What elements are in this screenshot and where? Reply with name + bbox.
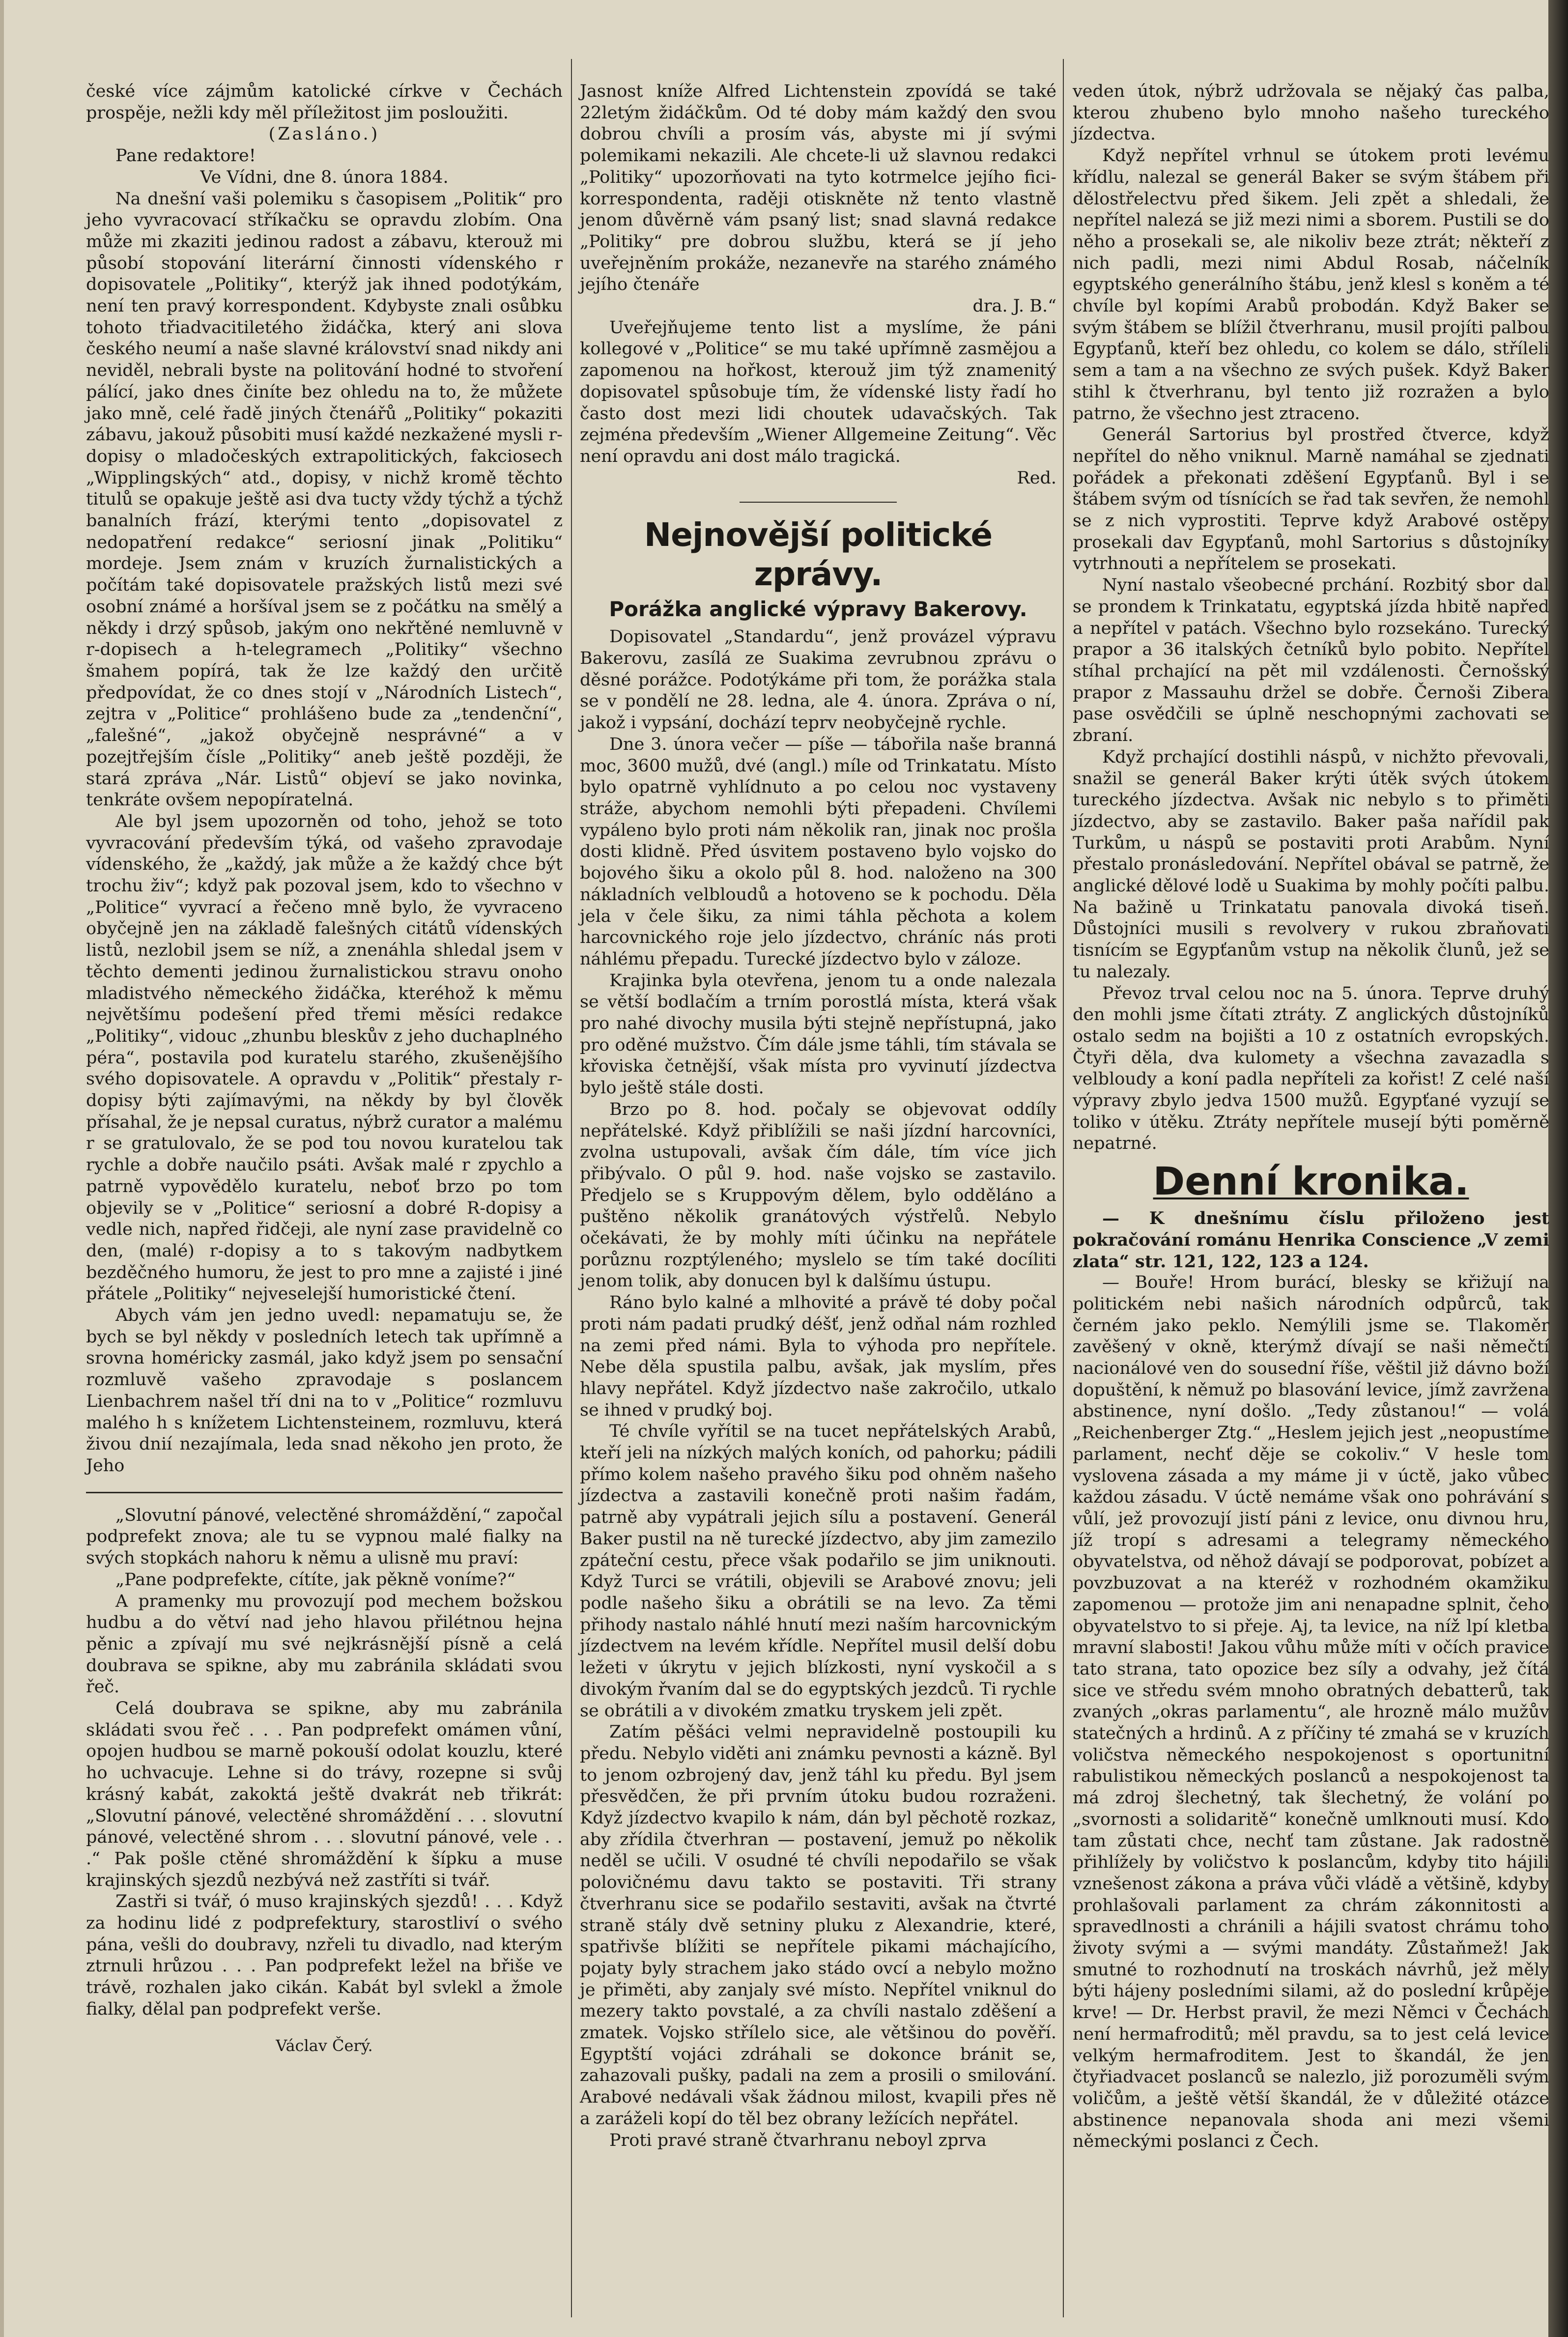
paragraph: A pramenky mu provozují pod mechem božskou hudbu a do větví nad jeho hlavou přilétnou hejna pěnic a zpívají mu své nejkrásnější písně a celá doubrava se spikne, aby mu zabránila skládati svou řeč.	[86, 1591, 563, 1697]
paragraph: Krajinka byla otevřena, jenom tu a onde nalezala se větší bodlačím a trním porostlá místa, která však pro nahé divochy musila býti stejně nepřístupná, jako pro oděné mužstvo. Čím dále jsme táhli, tím stávala se křoviska četnější, však místa pro vyvinutí jízdectva bylo ještě stále dosti.	[580, 970, 1056, 1098]
section-heading: Denní kronika.	[1153, 1160, 1469, 1204]
paragraph: Proti pravé straně čtvarhranu neboyl zprva	[609, 2130, 987, 2150]
paragraph: Nyní nastalo všeobecné prchání. Rozbitý sbor dal se prondem k Trinkatatu, egyptská jízda hbitě napřed a nepřítel v patách. Všechno bylo rozsekáno. Turecký prapor a 36 italských četníků bylo pobito. Nepřítel stíhal prchající na pět mil vzdálenosti. Černošský prapor z Massauhu držel se dobře. Černoši Zibera pase osvědčili se úplně neschopnými zachovati se zbraní.	[1073, 575, 1549, 746]
paragraph: „Slovutní pánové, velectěné shromáždění,“ započal podprefekt znova; ale tu se vypnou malé fialky na svých stopkách nahoru k němu a ulisně mu praví:	[86, 1505, 563, 1568]
section-label: (Zasláno.)	[268, 124, 380, 144]
page-binding-edge	[1548, 0, 1568, 2337]
column-rule	[571, 59, 572, 2317]
paragraph: Celá doubrava se spikne, aby mu zabránila skládati svou řeč . . . Pan podprefekt omámen vůní, opojen hudbou se marně pokouší odolat kouzlu, které ho uchvacuje. Lehne si do trávy, rozepne si svůj krásný kabát, zakoktá ještě dvakrát neb třikrát: „Slovutní pánové, velectěné shromáždění . . . slovutní pánové, velectěné shrom . . . slovutní pánové, vele . . .“ Pak pošle ctěné shromáždění k šípku a muse krajinských sjezdů nezbývá než zastříti si tvář.	[86, 1699, 563, 1890]
paragraph: Ráno bylo kalné a mlhovité a právě té doby počal proti nám padati prudký déšť, jenž odňal nám rozhled na zemi před námi. Byla to výhoda pro nepřítele. Nebe děla spustila palbu, avšak, jak myslím, přes hlavy nepřátel. Když jízdectvo naše zakročilo, utkalo se ihned v prudký boj.	[580, 1293, 1056, 1420]
section-divider	[740, 502, 897, 503]
paragraph: Zastři si tvář, ó muso krajinských sjezdů! . . . Když za hodinu lidé z podprefektury, starostliví o svého pána, vešli do doubravy, nzřeli tu divadlo, nad kterým ztrnuli hrůzou . . . Pan podprefekt ležel na břiše ve trávě, rozhalen jako cikán. Kabát byl svlekl a žmole fialky, dělal pan podprefekt verše.	[86, 1892, 563, 2019]
paragraph: Zatím pěšáci velmi nepravidelně postoupili ku předu. Nebylo viděti ani známku pevnosti a kázně. Byl to jenom ozbrojený dav, jenž táhl ku předu. Byl jsem přesvědčen, že při prvním útoku budou rozraženi. Když jízdectvo kvapilo k nám, dán byl pěchotě rozkaz, aby zřídila čtverhran — postavení, jemuž po několik neděl se učili. V osudné té chvíli nepodařilo se však polovičnému davu takto se postaviti. Tři strany čtverhranu sice se podařilo sestaviti, avšak na čtvrté straně stály dvě setniny pluku z Alexandrie, které, spatřivše blížiti se nepřítele pikami máchajícího, pojaty byly strachem jako stádo ovcí a nebylo možno je přiměti, aby zanjaly své místo. Nepřítel vniknul do mezery takto povstalé, a za chvíli nastalo zděšení a zmatek. Vojsko střílelo sice, ale většinou do pověří. Egyptští vojáci zdráhali se dokonce bránit se, zahazovali pušky, padali na zem a prosili o smilování. Arabové nedávali však žádnou milost, kvapili přes ně a zaráželi kopí do těl bez obrany ležících nepřátel.	[580, 1722, 1056, 2129]
paragraph: Jasnost kníže Alfred Lichtenstein zpovídá se také 22letým židáčkům. Od té doby mám každý den svou dobrou chvíli a prosím vás, abyste mi jí svými polemikami nekazili. Ale chcete-li už slavnou redakci „Politiky“ upozorňovati na tyto kotrmelce jejího fici-korrespondenta, raději otiskněte nž tento vlastně jenom důvěrně vám psaný list; snad slavná redakce „Politiky“ pre dobrou službu, která se jí jeho uveřejněním prokáže, nezanevře na starého známého jejího čtenáře	[580, 82, 1056, 295]
column-rule	[1063, 59, 1064, 2317]
paragraph: Když prchající dostihli náspů, v nichžto převovali, snažil se generál Baker krýti útěk svých útokem tureckého jízdectva. Avšak nic nebylo s to přiměti jízdectvo, aby se zastavilo. Baker paša nařídil pak Turkům, u náspů se postaviti proti Arabům. Nyní přestalo pronásledování. Nepřítel obával se patrně, že anglické dělové lodě u Suakima by mohly počíti palbu. Na bažině u Trinkatatu panovala divoká tiseň. Důstojníci musili s revolvery v rukou zbraňovati tisnícím se Egypťanům vstup na několik člunů, jež se tu nalezaly.	[1073, 747, 1549, 982]
paragraph: Když nepřítel vrhnul se útokem proti levému křídlu, nalezal se generál Baker se svým štábem při dělostřelectvu před šikem. Jeli zpět a shledali, že nepřítel nalezá se již mezi nimi a sborem. Pustili se do něho a prosekali se, ale nikoliv beze ztrát; někteří z nich padli, mezi nimi Abdul Rosab, náčelník egyptského generálního štábu, jenž klesl s koněm a té chvíle byl kopími Arabů probodán. Když Baker se svým štábem se blížil čtverhranu, musil projíti palbou Egypťanů, kteří bez ohledu, co kolem se dálo, stříleli sem a tam a na všechno ze svých pušek. Když Baker stihl k čtverhranu, byl tento již rozražen a bylo patrno, že všechno jest ztraceno.	[1073, 146, 1549, 424]
paragraph: Ale byl jsem upozorněn od toho, jehož se toto vyvracování především týká, od vašeho zpravodaje vídenského, že „každý, jak může a že každý chce být trochu živ“; když pak pozoval jsem, kdo to všechno v „Politice“ vyvrací a řečeno mně bylo, že vyvraceno obyčejně jen na základě falešných citátů vídenských listů, nezlobil jsem se níž, a znenáhla shledal jsem v těchto dementi jedinou žurnalistickou stravu onoho mladistvého německého židáčka, kteréhož k měmu největšímu podešení před třemi měsíci redakce „Politiky“, vidouc „zhunbu bleskův z jeho duchaplného péra“, postavila pod kuratelu starého, zkušenějšího svého dopisovatele. A opravdu v „Politik“ přestaly r-dopisy býti zajímavými, na někdy by byl člověk přísahal, že je nepsal curatus, nýbrž curator a malému r se gratulovalo, že se pod tou novou kuratelou tak rychle a dobře naučilo psáti. Avšak malé r zpychlo a patrně vypovědělo kuratelu, neboť brzo po tom objevily se v „Politice“ seriosní a dobré R-dopisy a vedle nich, napřed řidčeji, ale nyní zase pravidelně co den, (malé) r-dopisy a to s takovým nadbytkem bezděčného humoru, že jest to pro mne a zajisté i jiné přátele „Politiky“ nejveselejší humoristické čtení.	[86, 811, 563, 1304]
column-right	[1073, 81, 1549, 2153]
section-heading: Nejnovější politické zprávy.	[644, 516, 993, 594]
paragraph: veden útok, nýbrž udržovala se nějaký čas palba, kterou zhubeno bylo mnoho našeho tureckého jízdectva.	[1073, 82, 1549, 144]
greeting: Pane redaktore!	[115, 146, 256, 166]
dateline: Ve Vídni, dne 8. února 1884.	[200, 167, 449, 187]
paragraph: Dopisovatel „Standardu“, jenž provázel výpravu Bakerovu, zasílá ze Suakima zevrubnou zprávu o děsné porážce. Podotýkáme při tom, že porážka stala se v pondělí ne 28. ledna, ale 4. února. Zpráva o ní, jakož i vypsání, dochází teprv neobyčejně rychle.	[580, 627, 1056, 733]
paragraph: Převoz trval celou noc na 5. února. Teprve druhý den mohli jsme čítati ztráty. Z anglických důstojníků ostalo sedm na bojišti a 10 z ostatních evropských. Čtyři děla, dva kulomety a všechna zavazadla s velbloudy a koní padla nepříteli za kořist! Z celé naší výpravy zbylo jedva 1500 mužů. Egypťané vyzují se toliko v útěku. Ztráty nepřítele musejí býti poměrně nepatrné.	[1073, 983, 1549, 1154]
paragraph: Dne 3. února večer — píše — tábořila naše branná moc, 3600 mužů, dvé (angl.) míle od Trinkatatu. Místo bylo opatrně vyhlídnuto a po celou noc vystaveny stráže, abychom nemohli býti přepadeni. Chvílemi vypáleno bylo proti nám několik ran, jinak noc prošla dosti klidně. Před úsvitem postaveno bylo vojsko do bojového šiku a okolo půl 8. hod. naloženo na 300 nákladních velbloudů a hotoveno se k pochodu. Děla jela v čele šiku, za nimi táhla pěchota a kolem harcovnického roje jelo jízdectvo, chráníc nás proti náhlému přepadu. Turecké jízdectvo bylo v záloze.	[580, 734, 1056, 969]
paragraph: — Bouře! Hrom burácí, blesky se křižují na politickém nebi našich národních odpůrců, tak černém jako peklo. Nemýlili jsme se. Tlakoměr zavěšený v okně, kterýmž dívají se naši němečtí nacionálové ven do sousední říše, věštil již dávno boží dopuštění, k němuž po blasování levice, jímž zavržena abstinence, nyní došlo. „Tedy zůstanou!“ — volá „Reichenberger Ztg.“ „Heslem jejich jest „neopustíme parlament, nechť děje se cokoliv.“ V hesle tom vyslovena zásada a my máme ji v úctě, jako vůbec každou zásadu. V úctě nemáme však ono pohrávání s vůlí, jež provozují jistí páni z levice, onu divnou hru, jíž tropí s adresami a telegramy německého obyvatelstva, od něhož dávají se podporovat, pobízet a povzbuzovat a na kteréž v rozhodném okamžiku zapomenou — protože jim ani nenapadne splnit, čeho obyvatelstvo to si přeje. Aj, ta levice, na níž lpí kletba mravní slabosti! Jakou vůhu může míti v očích pravice tato strana, tato opozice bez síly a odvahy, jež čítá sice ve středu svém mnoho obratných debatterů, tak zvaných „okras parlamentu“, ale hrozně málo mužův statečných a hrdinů. A z příčiny té zmahá se v kruzích voličstva německého nespokojenost s oportunitní rabulistikou německých poslanců a nespokojenost ta má zdroj šlechetný, tak šlechetný, že volání po „svornosti a solidaritě“ konečně umlknouti musí. Kdo tam zůstati chce, nechť tam zůstane. Jak radostně přihlížely by voličstvo k poslancům, kdyby tito hájili vznešenost zákona a práva vůči vládě a většině, kdyby prohlašovali parlament za chrám zákonnitosti a spravedlnosti a chránili a hájili svatost chrámu toho životy svými a — svými mandáty. Zůstaňmež! Jak smutné to rozhodnutí na troskách návrhů, jež měly býti hájeny posledními silami, až do poslední krůpěje krve! — Dr. Herbst pravil, že mezi Němci v Čechách není hermafroditů; měl pravdu, sa to jest celá levice velkým hermafroditem. Jest to škandál, že jen čtyřiadvacet poslanců se nalezlo, již porozuměli svým voličům, a ještě větší škandál, že v důležité otázce abstinence nepanovala shoda ani mezi všemi německými poslanci z Čech.	[1073, 1273, 1549, 2152]
paragraph: „Pane podprefekte, cítíte, jak pěkně voníme?“	[115, 1569, 515, 1590]
article-heading: Porážka anglické výpravy Bakerovy.	[609, 597, 1027, 622]
paragraph: Brzo po 8. hod. počaly se objevovat oddíly nepřátelské. Když přiblížili se naši jízdní harcovníci, zvolna ustupovali, avšak čím dále, tím více jich přibývalo. O půl 9. hod. naše vojsko se zastavilo. Předjelo se s Kruppovým dělem, bylo odděláno a puštěno několik granátových výstřelů. Nebylo očekávati, že by mohly míti účinku na nepřátele porůznu rozptýleného; myslelo se tím také docíliti jenom tolik, aby donucen byl k dalšímu ústupu.	[580, 1099, 1056, 1291]
paragraph: Uveřejňujeme tento list a myslíme, že páni kollegové v „Politice“ se mu také upřímně zasmějou a zapomenou na hořkost, kterouž jim týž znamenitý dopisovatel spůsobuje tím, že vídenské listy řadí ho často dost mezi lidi choutek udavačských. Tak zejména především „Wiener Allgemeine Zeitung“. Věc není opravdu ani dost málo tragická.	[580, 317, 1056, 466]
paragraph: české více zájmům katolické církve v Čechách prospěje, nežli kdy měl příležitost jim posloužiti.	[86, 82, 563, 123]
notice-paragraph: — K dnešnímu číslu přiloženo jest pokračování románu Henrika Conscience „V zemi zlata“ str. 121, 122, 123 a 124.	[1073, 1208, 1549, 1272]
editor-signature: Red.	[1017, 468, 1056, 488]
paragraph: Té chvíle vyřítil se na tucet nepřátelských Arabů, kteří jeli na nízkých malých koních, od pahorku; pádili přímo kolem našeho pravého šiku pod ohněm našeho jízdectva a zastavili konečně proti našim řadám, patrně aby vypátrali jejich sílu a postavení. Generál Baker pustil na ně turecké jízdectvo, aby jim zamezilo zpáteční cestu, přece však podařilo se jim uniknouti. Když Turci se vrátili, objevili se Arabové znovu; jeli podle našeho šiku a obrátili se na levo. Za těmi přihody nastalo náhlé hnutí mezi naším harcovnickým jízdectvem na levém křídle. Nepřítel musil delší dobu ležeti v úkrytu v jejich blízkosti, nyní vyskočil a s divokým řvaním dal se do egyptských jezdců. Ti rychle se obrátili a v divokém zmatku tryskem jeli zpět.	[580, 1422, 1056, 1721]
paragraph: Na dnešní vaši polemiku s časopisem „Politik“ pro jeho vyvracovací stříkačku se opravdu zlobím. Ona může mi zkaziti jedinou radost a zábavu, kterouž mi působí stopování literární činnosti vídenského r dopisovatele „Politiky“, kterýž jak ihned podotýkám, není ten pravý korrespondent. Kdybyste znali osůbku tohoto třiadvacitiletého židáčka, který ani slova českého neumí a naše slavné království snad nikdy ani neviděl, nebrali byste na politování hodné to stvoření pálící, jako dnes činíte bez ohledu na to, že můžete jako mně, celé řadě jiných čtenářů „Politiky“ pokaziti zábavu, jakouž působiti musí každé nezkažené mysli r-dopisy o mladočeských extrapolitických, fakciosech „Wipplingských“ atd., dopisy, v nichž kromě těchto titulů se opakuje ještě asi dva tucty vždy týchž a týchž banalních frází, kterými tento „dopisovatel z nedopatření redakce“ seriosní jinak „Politiku“ mordeje. Jsem znám v kruzích žurnalistických a počítám také dopisovatele pražských listů mezi své osobní známé a horšíval jsem se z počátku na smělý a někdy i drzý spůsob, jakým ono nekřtěné nemluvně v r-dopisech a h-telegramech „Politiky“ všechno šmahem popírá, tak že lze každý den určitě předpovídat, že co dnes stojí v „Národních Listech“, zejtra v „Politice“ prohlášeno bude za „tendenční“, „falešné“, „jakož obyčejně nesprávné“ a v pozejtřejším čísle „Politiky“ aneb ještě později, že stará zpráva „Nár. Listů“ objeví se jako novinka, tenkráte ovšem nepopíratelná.	[86, 189, 563, 810]
page-left-edge	[0, 0, 4, 2337]
letter-signature: dra. J. B.“	[972, 296, 1056, 316]
author-signature: Václav Čerý.	[276, 2036, 373, 2055]
section-divider	[86, 1492, 563, 1493]
column-left	[86, 81, 563, 2056]
paragraph: Generál Sartorius byl prostřed čtverce, když nepřítel do něho vniknul. Marně namáhal se zjednati pořádek a překonati zděšení Egypťanů. Byl i se štábem svým od tísnících se řad tak sevřen, že nemohl se z nich vyprostiti. Teprve když Arabové ostěpy prosekali dav Egypťanů, mohl Sartorius s důstojníky vytrhnouti a nepřítelem se prosekati.	[1073, 425, 1549, 574]
paragraph: Abych vám jen jedno uvedl: nepamatuju se, že bych se byl někdy v posledních letech tak upřímně a srovna homéricky zasmál, jako když jsem po sensační rozmluvě vašeho zpravodaje s poslancem Lienbachrem našel tří dni na to v „Politice“ rozmluvu malého h s knížetem Lichtensteinem, rozmluvu, která živou dnií nezajímala, leda snad někoho jen proto, že Jeho	[86, 1306, 563, 1476]
column-middle	[580, 81, 1056, 2151]
